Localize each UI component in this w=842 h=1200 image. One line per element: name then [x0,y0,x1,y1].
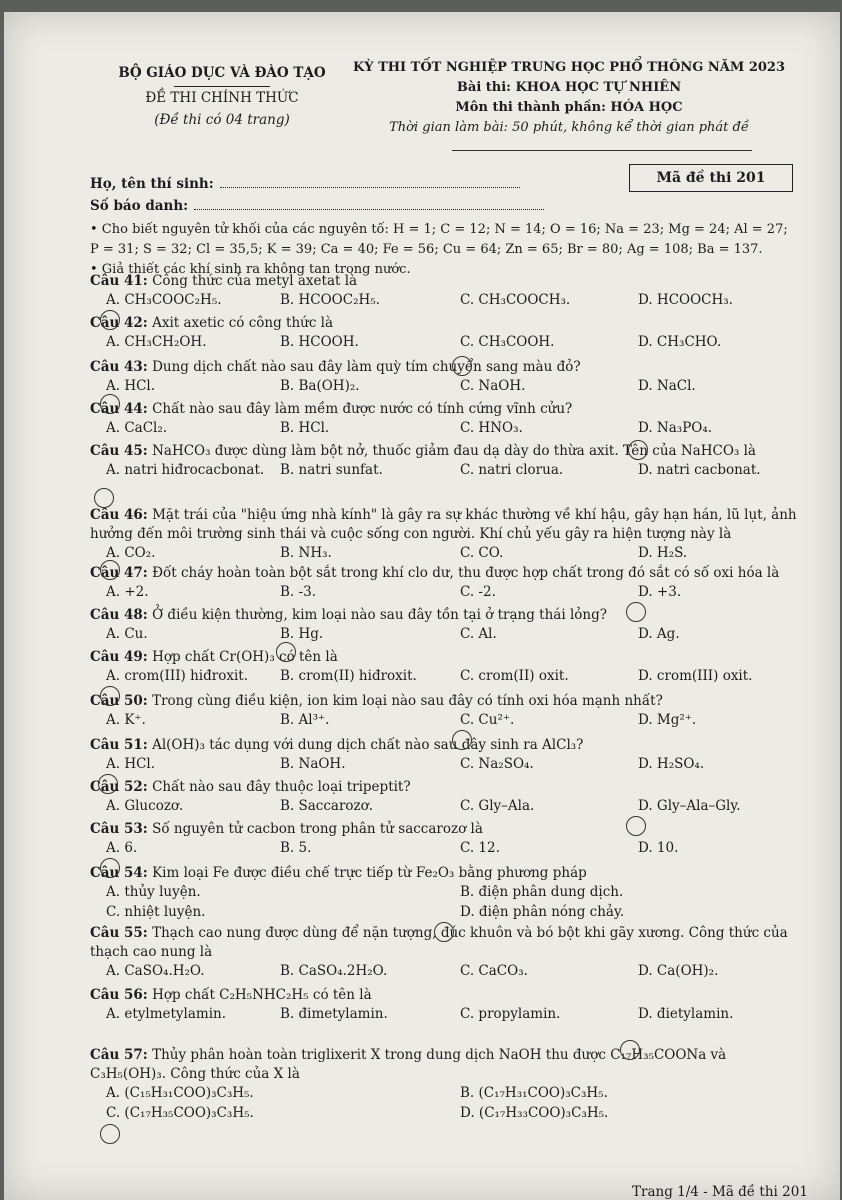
answer-mark [100,1124,120,1144]
question-number: Câu 50: [90,693,148,709]
question-number: Câu 46: [90,507,148,523]
answer-mark [100,858,120,878]
atomic-mass-note-1: • Cho biết nguyên tử khối của các nguyên tố: H = 1; C = 12; N = 14; O = 16; Na = 23; Mg = 24; Al = 27; [90,222,788,237]
option-a[interactable]: A. natri hiđrocacbonat. [106,462,265,478]
question-number: Câu 52: [90,779,148,795]
question-stem [90,272,810,291]
option-c[interactable]: C. Gly–Ala. [460,798,535,814]
question-number: Câu 42: [90,315,148,331]
question-44 [90,400,810,439]
option-b[interactable]: B. Saccarozơ. [280,798,374,814]
option-c[interactable]: C. natri clorua. [460,462,564,478]
answer-mark [100,394,120,414]
atomic-mass-note-2: P = 31; S = 32; Cl = 35,5; K = 39; Ca = 40; Fe = 56; Cu = 64; Zn = 65; Br = 80; Ag = 108; Ba = 137. [90,242,763,257]
option-a[interactable]: A. crom(III) hiđroxit. [106,668,248,684]
question-42 [90,314,810,353]
option-c[interactable]: C. (C₁₇H₃₅COO)₃C₃H₅. [106,1105,254,1121]
question-41 [90,272,810,311]
option-d[interactable]: D. đietylamin. [638,1006,734,1022]
question-number: Câu 49: [90,649,148,665]
question-stem [90,1046,810,1065]
option-b[interactable]: B. NaOH. [280,756,346,772]
question-text: Số nguyên tử cacbon trong phân tử saccarozơ là [152,821,483,837]
option-d[interactable]: D. 10. [638,840,679,856]
exam-sheet [4,12,840,1200]
option-c[interactable]: C. nhiệt luyện. [106,904,206,920]
question-47 [90,564,810,603]
answer-mark [100,686,120,706]
question-text: Ở điều kiện thường, kim loại nào sau đây tồn tại ở trạng thái lỏng? [152,607,607,623]
option-c[interactable]: C. NaOH. [460,378,526,394]
option-d[interactable]: D. điện phân nóng chảy. [460,904,625,920]
option-b[interactable]: B. Hg. [280,626,324,642]
answer-mark [98,774,118,794]
question-48 [90,606,810,645]
question-text: Mặt trái của "hiệu ứng nhà kính" là gây ra sự khác thường về khí hậu, gây hạn hán, lũ lụt, ảnh [152,507,797,523]
option-d[interactable]: D. Mg²⁺. [638,712,697,728]
option-d[interactable]: D. CH₃CHO. [638,334,722,350]
question-57 [90,1046,810,1124]
option-d[interactable]: D. Ca(OH)₂. [638,963,719,979]
question-text: Kim loại Fe được điều chế trực tiếp từ Fe₂O₃ bằng phương pháp [152,865,587,881]
question-51 [90,736,810,775]
question-text-cont: hưởng đến môi trường sinh thái và cuộc sống con người. Khí chủ yếu gây ra hiện tượng này là [90,526,732,542]
option-b[interactable]: B. -3. [280,584,316,600]
exam-code-box: Mã đề thi 201 [629,164,793,192]
question-text: Chất nào sau đây thuộc loại tripeptit? [152,779,411,795]
option-b[interactable]: B. đimetylamin. [280,1006,388,1022]
pages-note: (Đề thi có 04 trang) [154,112,290,128]
subject-name: Môn thi thành phần: HÓA HỌC [455,100,683,115]
answer-mark [100,560,120,580]
answer-mark [628,440,648,460]
question-stem [90,506,810,525]
name-field [90,176,520,192]
option-c[interactable]: C. -2. [460,584,496,600]
question-stem [90,864,810,883]
question-number: Câu 53: [90,821,148,837]
option-a[interactable]: A. CaCl₂. [106,420,168,436]
question-stem [90,778,810,797]
answer-mark [94,488,114,508]
question-stem [90,648,810,667]
name-label: Họ, tên thí sinh: [90,176,214,192]
question-52 [90,778,810,817]
option-a[interactable]: A. (C₁₅H₃₁COO)₃C₃H₅. [106,1085,254,1101]
question-number: Câu 47: [90,565,148,581]
option-a[interactable]: A. thủy luyện. [106,884,201,900]
id-dots [194,209,544,210]
option-c[interactable]: C. CaCO₃. [460,963,528,979]
question-stem [90,314,810,333]
option-b[interactable]: B. CaSO₄.2H₂O. [280,963,388,979]
question-53 [90,820,810,859]
question-stem [90,606,810,625]
subject-group: Bài thi: KHOA HỌC TỰ NHIÊN [456,80,682,95]
question-stem [90,564,810,583]
option-c[interactable]: C. CO. [460,545,504,561]
question-number: Câu 56: [90,987,148,1003]
answer-mark [434,922,454,942]
option-a[interactable]: A. HCl. [106,756,156,772]
question-text: Hợp chất C₂H₅NHC₂H₅ có tên là [152,987,372,1003]
question-54 [90,864,810,923]
official-label: ĐỀ THI CHÍNH THỨC [145,90,299,106]
option-a[interactable]: A. HCl. [106,378,156,394]
answer-mark [100,310,120,330]
option-b[interactable]: B. HCOOH. [280,334,359,350]
option-d[interactable]: D. natri cacbonat. [638,462,761,478]
option-a[interactable]: A. CH₃CH₂OH. [106,334,207,350]
option-c[interactable]: C. crom(II) oxit. [460,668,569,684]
option-c[interactable]: C. Al. [460,626,497,642]
question-45 [90,442,810,481]
question-text: Axit axetic có công thức là [152,315,334,331]
option-b[interactable]: B. natri sunfat. [280,462,383,478]
question-stem [90,820,810,839]
question-text: NaHCO₃ được dùng làm bột nở, thuốc giảm đau dạ dày do thừa axit. Tên của NaHCO₃ là [152,443,756,459]
question-stem [90,400,810,419]
option-d[interactable]: D. H₂SO₄. [638,756,705,772]
question-text: Dung dịch chất nào sau đây làm quỳ tím chuyển sang màu đỏ? [152,359,581,375]
option-d[interactable]: D. crom(III) oxit. [638,668,753,684]
option-c[interactable]: C. CH₃COOH. [460,334,555,350]
option-a[interactable]: A. K⁺. [106,712,146,728]
option-c[interactable]: C. propylamin. [460,1006,561,1022]
option-b[interactable]: B. NH₃. [280,545,332,561]
answer-mark [626,816,646,836]
option-a[interactable]: A. CH₃COOC₂H₅. [106,292,222,308]
option-d[interactable]: D. +3. [638,584,682,600]
question-text: Al(OH)₃ tác dụng với dung dịch chất nào sau đây sinh ra AlCl₃? [152,737,584,753]
option-a[interactable]: A. etylmetylamin. [106,1006,227,1022]
question-number: Câu 41: [90,273,148,289]
question-number: Câu 43: [90,359,148,375]
question-number: Câu 51: [90,737,148,753]
ministry-name: BỘ GIÁO DỤC VÀ ĐÀO TẠO [118,65,326,81]
gas-note: • Giả thiết các khí sinh ra không tan trong nước. [90,262,411,277]
id-field [90,198,544,214]
question-text: Thủy phân hoàn toàn triglixerit X trong dung dịch NaOH thu được C₁₇H₃₅COONa và [152,1047,727,1063]
option-d[interactable]: D. Na₃PO₄. [638,420,713,436]
option-d[interactable]: D. H₂S. [638,545,688,561]
option-b[interactable]: B. 5. [280,840,312,856]
option-a[interactable]: A. Cu. [106,626,148,642]
option-b[interactable]: B. Al³⁺. [280,712,330,728]
question-text: Chất nào sau đây làm mềm được nước có tính cứng vĩnh cửu? [152,401,573,417]
question-stem [90,442,810,461]
option-c[interactable]: C. Na₂SO₄. [460,756,534,772]
question-43 [90,358,810,397]
header-left [102,62,342,131]
question-stem [90,986,810,1005]
question-46 [90,506,810,564]
option-a[interactable]: A. Glucozơ. [106,798,184,814]
option-c[interactable]: C. CH₃COOCH₃. [460,292,571,308]
question-text: Công thức của metyl axetat là [152,273,358,289]
question-text: Thạch cao nung được dùng để nặn tượng, đúc khuôn và bó bột khi gãy xương. Công thức của [152,925,788,941]
question-text-cont: thạch cao nung là [90,944,213,960]
id-label: Số báo danh: [90,198,189,214]
answer-mark [626,602,646,622]
option-d[interactable]: D. Gly–Ala–Gly. [638,798,741,814]
question-number: Câu 54: [90,865,148,881]
option-b[interactable]: B. crom(II) hiđroxit. [280,668,417,684]
question-49 [90,648,810,687]
question-number: Câu 44: [90,401,148,417]
option-b[interactable]: B. (C₁₇H₃₁COO)₃C₃H₅. [460,1085,608,1101]
option-a[interactable]: A. CaSO₄.H₂O. [106,963,205,979]
question-number: Câu 57: [90,1047,148,1063]
question-50 [90,692,810,731]
question-number: Câu 45: [90,443,148,459]
answer-mark [620,1040,640,1060]
option-c[interactable]: C. 12. [460,840,500,856]
time-note: Thời gian làm bài: 50 phút, không kể thời gian phát đề [389,120,749,135]
answer-mark [452,730,472,750]
question-number: Câu 48: [90,607,148,623]
question-text: Đốt cháy hoàn toàn bột sắt trong khí clo dư, thu được hợp chất trong đó sắt có số oxi hóa là [152,565,780,581]
answer-mark [276,642,296,662]
question-stem [90,358,810,377]
option-a[interactable]: A. +2. [106,584,149,600]
exam-title: KỲ THI TỐT NGHIỆP TRUNG HỌC PHỔ THÔNG NĂM 2023 [353,60,785,75]
option-c[interactable]: C. HNO₃. [460,420,523,436]
question-text: Trong cùng điều kiện, ion kim loại nào sau đây có tính oxi hóa mạnh nhất? [152,693,663,709]
name-dots [220,187,520,188]
header-rule [452,150,752,151]
option-d[interactable]: D. Ag. [638,626,680,642]
option-b[interactable]: B. điện phân dung dịch. [460,884,624,900]
option-c[interactable]: C. Cu²⁺. [460,712,515,728]
option-d[interactable]: D. (C₁₇H₃₃COO)₃C₃H₅. [460,1105,609,1121]
option-b[interactable]: B. Ba(OH)₂. [280,378,360,394]
option-a[interactable]: A. CO₂. [106,545,156,561]
question-56 [90,986,810,1025]
question-number: Câu 55: [90,925,148,941]
option-d[interactable]: D. HCOOCH₃. [638,292,733,308]
option-a[interactable]: A. 6. [106,840,138,856]
option-d[interactable]: D. NaCl. [638,378,696,394]
header-right [344,58,794,138]
page-footer: Trang 1/4 - Mã đề thi 201 [632,1184,808,1200]
question-text-cont: C₃H₅(OH)₃. Công thức của X là [90,1066,300,1082]
option-b[interactable]: B. HCl. [280,420,330,436]
question-stem [90,692,810,711]
question-stem [90,736,810,755]
question-text: Hợp chất Cr(OH)₃ có tên là [152,649,338,665]
answer-mark [452,356,472,376]
option-b[interactable]: B. HCOOC₂H₅. [280,292,380,308]
